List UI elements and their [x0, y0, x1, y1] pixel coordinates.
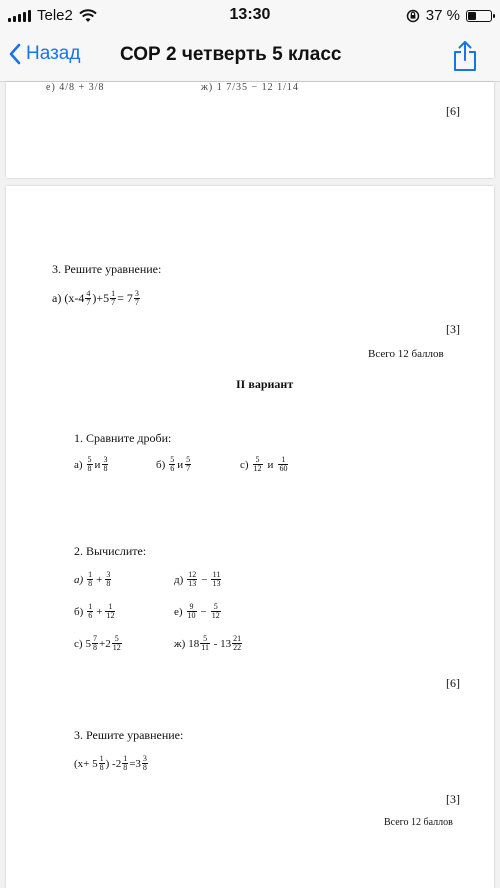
task2-item-a: а) $\frac{1}{8}$ + $\frac{3}{8}$ [74, 570, 111, 588]
task2-title: 2. Вычислите: [74, 544, 147, 558]
status-right [406, 7, 492, 24]
task3-title: 3. Решите уравнение: [52, 262, 162, 276]
task2-item-b: б) $\frac{1}{6}$ + $\frac{1}{12}$ [74, 602, 115, 620]
task3-equation [52, 290, 141, 307]
task2-item-zh: ж) 18 $\frac{5}{11}$ - 13 $\frac{21}{22}$ [174, 634, 242, 652]
back-label: Назад [26, 43, 81, 64]
task1-title: 1. Сравните дроби: [74, 431, 172, 445]
document-page-1 [6, 82, 494, 178]
score-label: [6] [446, 676, 460, 690]
task1-item-c: с) $\frac{5}{12}$ и $\frac{1}{60}$ [240, 455, 288, 473]
total-points: Всего 12 баллов [384, 817, 453, 828]
task1-item-b: б) $\frac{5}{6}$ и $\frac{5}{7}$ [156, 455, 191, 473]
document-page-2 [6, 186, 494, 888]
orientation-lock-icon [406, 9, 420, 23]
equation-part: = 7 [117, 291, 133, 305]
share-button[interactable] [452, 40, 478, 77]
score-label: [6] [446, 104, 460, 118]
back-button[interactable] [8, 43, 80, 65]
task2-item-d: д) $\frac{12}{13}$ − $\frac{11}{13}$ [174, 570, 221, 588]
navigation-bar [0, 32, 500, 82]
equation-part: )+5 [92, 291, 110, 305]
task3b-title: 3. Решите уравнение: [74, 728, 184, 742]
task2-item-e: е) $\frac{9}{10}$ − $\frac{5}{12}$ [174, 602, 220, 620]
task3b-equation: (х+ 5 $\frac{1}{8}$ ) -2 $\frac{1}{8}$ =3 $\frac{3}{8}$ [74, 754, 147, 772]
battery-percent: 37 % [425, 7, 460, 24]
cropped-text-left: е) 4/8 + 3/8 [46, 82, 105, 93]
fraction: $\frac{3}{7}$ [134, 289, 139, 307]
task1-item-a: а) $\frac{5}{8}$ и $\frac{3}{8}$ [74, 455, 108, 473]
chevron-left-icon [8, 43, 22, 65]
variant-heading: II вариант [236, 377, 294, 391]
battery-icon [466, 10, 492, 22]
equation-part: а) (х-4 [52, 291, 85, 305]
carrier-name: Tele2 [37, 7, 73, 24]
score-label: [3] [446, 792, 460, 806]
document-title: СОР 2 четверть 5 класс [120, 44, 342, 65]
total-points: Всего 12 баллов [368, 348, 444, 360]
task2-item-c: с) 5 $\frac{7}{8}$ +2 $\frac{5}{12}$ [74, 634, 121, 652]
fraction: $\frac{1}{7}$ [111, 289, 116, 307]
clock: 13:30 [229, 6, 271, 23]
cropped-text-right: ж) 1 7/35 − 12 1/14 [201, 82, 299, 93]
fraction: $\frac{4}{7}$ [86, 289, 91, 307]
score-label: [3] [446, 322, 460, 336]
status-bar [0, 0, 500, 32]
share-icon [452, 40, 478, 72]
